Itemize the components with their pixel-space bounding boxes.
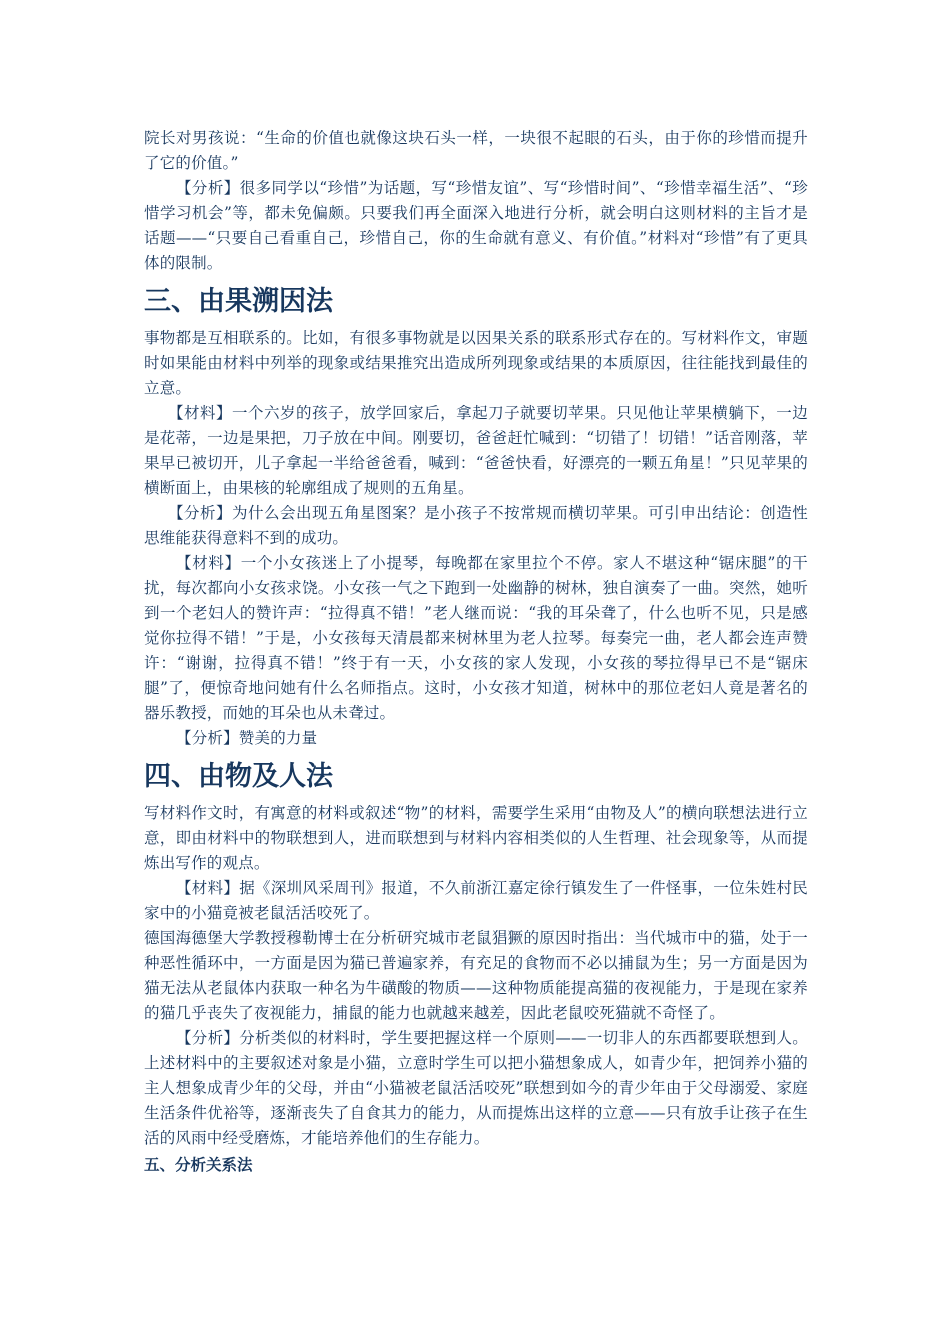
paragraph-material: 【材料】一个小女孩迷上了小提琴，每晚都在家里拉个不停。家人不堪这种“锯床腿”的干扰，每次都向小女孩求饶。小女孩一气之下跑到一处幽静的树林，独自演奏了一曲。突然，她听到一个老妇人的赞许声：“拉得真不错！”老人继而说：“我的耳朵聋了，什么也听不见，只是感觉你拉得不错！”于是，小女孩每天清晨都来树林里为老人拉琴。每奏完一曲，老人都会连声赞许：“谢谢，拉得真不错！”终于有一天，小女孩的家人发现，小女孩的琴拉得早已不是“锯床腿”了，便惊奇地问她有什么名师指点。这时，小女孩才知道，树林中的那位老妇人竟是著名的器乐教授，而她的耳朵也从未聋过。 — [144, 554, 808, 722]
paragraph-material: 【材料】据《深圳风采周刊》报道，不久前浙江嘉定徐行镇发生了一件怪事，一位朱姓村民家中的小猫竟被老鼠活活咬死了。 — [144, 879, 808, 922]
section-heading-5: 五、分析关系法 — [144, 1156, 253, 1174]
paragraph-material: 【材料】一个六岁的孩子，放学回家后，拿起刀子就要切苹果。只见他让苹果横躺下，一边是花蒂，一边是果把，刀子放在中间。刚要切，爸爸赶忙喊到：“切错了！切错！”话音刚落，苹果早已被切开，儿子拿起一半给爸爸看，喊到：“爸爸快看，好漂亮的一颗五角星！”只见苹果的横断面上，由果核的轮廓组成了规则的五角星。 — [144, 404, 808, 497]
paragraph-intro: 写材料作文时，有寓意的材料或叙述“物”的材料，需要学生采用“由物及人”的横向联想法进行立意，即由材料中的物联想到人，进而联想到与材料内容相类似的人生哲理、社会现象等，从而提炼出写作的观点。 — [144, 804, 808, 872]
paragraph-analysis: 【分析】赞美的力量 — [176, 729, 318, 747]
section-heading-3: 三、由果溯因法 — [144, 286, 333, 317]
paragraph-analysis: 【分析】为什么会出现五角星图案？是小孩子不按常规而横切苹果。可引申出结论：创造性思维能获得意料不到的成功。 — [144, 504, 808, 547]
section-heading-4: 四、由物及人法 — [144, 761, 333, 792]
paragraph-analysis: 【分析】分析类似的材料时，学生要把握这样一个原则——一切非人的东西都要联想到人。上述材料中的主要叙述对象是小猫，立意时学生可以把小猫想象成人，如青少年，把饲养小猫的主人想象成青少年的父母，并由“小猫被老鼠活活咬死”联想到如今的青少年由于父母溺爱、家庭生活条件优裕等，逐渐丧失了自食其力的能力，从而提炼出这样的立意——只有放手让孩子在生活的风雨中经受磨炼，才能培养他们的生存能力。 — [144, 1029, 808, 1147]
paragraph-analysis: 【分析】很多同学以“珍惜”为话题，写“珍惜友谊”、写“珍惜时间”、“珍惜幸福生活”、“珍惜学习机会”等，都未免偏颇。只要我们再全面深入地进行分析，就会明白这则材料的主旨才是话题——“只要自己看重自己，珍惜自己，你的生命就有意义、有价值。”材料对“珍惜”有了更具体的限制。 — [144, 179, 808, 272]
paragraph-conclusion: 院长对男孩说：“生命的价值也就像这块石头一样，一块很不起眼的石头，由于你的珍惜而提升了它的价值。” — [144, 129, 808, 172]
paragraph-material-continued: 德国海德堡大学教授穆勒博士在分析研究城市老鼠猖獗的原因时指出：当代城市中的猫，处于一种恶性循环中，一方面是因为猫已普遍家养，有充足的食物而不必以捕鼠为生；另一方面是因为猫无法从老鼠体内获取一种名为牛磺酸的物质——这种物质能提高猫的夜视能力，于是现在家养的猫几乎丧失了夜视能力，捕鼠的能力也就越来越差，因此老鼠咬死猫就不奇怪了。 — [144, 929, 808, 1022]
document-body — [144, 126, 808, 1178]
paragraph-intro: 事物都是互相联系的。比如，有很多事物就是以因果关系的联系形式存在的。写材料作文，审题时如果能由材料中列举的现象或结果推究出造成所列现象或结果的本质原因，往往能找到最佳的立意。 — [144, 329, 808, 397]
